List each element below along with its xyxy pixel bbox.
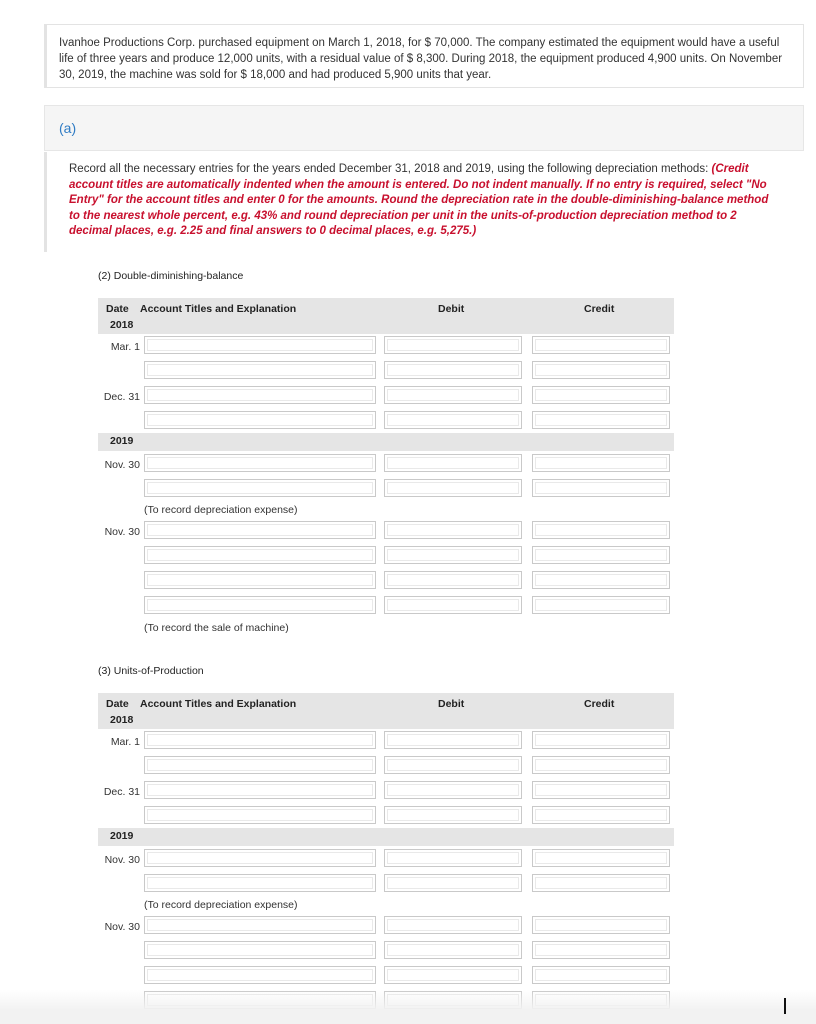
- debit-input[interactable]: [384, 411, 522, 429]
- debit-input[interactable]: [384, 571, 522, 589]
- debit-input[interactable]: [384, 731, 522, 749]
- entry-date: Mar. 1: [110, 736, 140, 748]
- account-input[interactable]: [144, 756, 376, 774]
- table-row: [98, 805, 674, 830]
- debit-input[interactable]: [384, 546, 522, 564]
- header-credit: Credit: [584, 698, 615, 710]
- debit-input[interactable]: [384, 756, 522, 774]
- entry-note: (To record depreciation expense): [144, 899, 298, 911]
- table-header: [98, 693, 674, 729]
- account-input[interactable]: [144, 874, 376, 892]
- credit-input[interactable]: [532, 546, 670, 564]
- credit-input[interactable]: [532, 361, 670, 379]
- table-header: [98, 298, 674, 334]
- entry-note: (To record depreciation expense): [144, 504, 298, 516]
- debit-input[interactable]: [384, 849, 522, 867]
- credit-input[interactable]: [532, 571, 670, 589]
- debit-input[interactable]: [384, 336, 522, 354]
- problem-text: Ivanhoe Productions Corp. purchased equipment on March 1, 2018, for $ 70,000. The company estimated the equipment would have a useful life of three years and produce 12,000 units, with a residual value of $ 8,300. During 2018, the equipment produced 4,900 units. On November 30, 2019, the machine was sold for $ 18,000 and had produced 5,900 units that year.: [59, 37, 783, 81]
- credit-input[interactable]: [532, 454, 670, 472]
- debit-input[interactable]: [384, 386, 522, 404]
- section-title-ddb: (2) Double-diminishing-balance: [98, 270, 244, 282]
- account-input[interactable]: [144, 571, 376, 589]
- account-input[interactable]: [144, 849, 376, 867]
- account-input[interactable]: [144, 916, 376, 934]
- year-label: 2019: [110, 830, 134, 842]
- credit-input[interactable]: [532, 916, 670, 934]
- table-row: [98, 385, 674, 410]
- account-input[interactable]: [144, 454, 376, 472]
- year-row: [98, 433, 674, 451]
- account-input[interactable]: [144, 596, 376, 614]
- header-date: Date: [106, 698, 129, 710]
- entry-date: Dec. 31: [103, 391, 140, 403]
- debit-input[interactable]: [384, 479, 522, 497]
- table-row: [98, 940, 674, 965]
- debit-input[interactable]: [384, 361, 522, 379]
- entry-date: Mar. 1: [110, 341, 140, 353]
- table-row: [98, 520, 674, 545]
- debit-input[interactable]: [384, 521, 522, 539]
- debit-input[interactable]: [384, 966, 522, 984]
- credit-input[interactable]: [532, 596, 670, 614]
- credit-input[interactable]: [532, 806, 670, 824]
- header-debit: Debit: [438, 698, 465, 710]
- debit-input[interactable]: [384, 781, 522, 799]
- problem-statement: [44, 24, 804, 88]
- header-credit: Credit: [584, 303, 615, 315]
- credit-input[interactable]: [532, 731, 670, 749]
- credit-input[interactable]: [532, 336, 670, 354]
- table-row: [98, 410, 674, 435]
- table-row: [98, 915, 674, 940]
- credit-input[interactable]: [532, 874, 670, 892]
- debit-input[interactable]: [384, 596, 522, 614]
- credit-input[interactable]: [532, 781, 670, 799]
- credit-input[interactable]: [532, 849, 670, 867]
- debit-input[interactable]: [384, 916, 522, 934]
- text-cursor: [784, 998, 786, 1014]
- entry-date: Nov. 30: [104, 526, 140, 538]
- entry-note: (To record the sale of machine): [144, 622, 289, 634]
- header-debit: Debit: [438, 303, 465, 315]
- table-row: [98, 545, 674, 570]
- account-input[interactable]: [144, 966, 376, 984]
- year-label: 2018: [110, 319, 134, 331]
- account-input[interactable]: [144, 479, 376, 497]
- year-label: 2019: [110, 435, 134, 447]
- table-row: [98, 335, 674, 360]
- credit-input[interactable]: [532, 479, 670, 497]
- table-row: [98, 755, 674, 780]
- credit-input[interactable]: [532, 966, 670, 984]
- debit-input[interactable]: [384, 806, 522, 824]
- instructions: [44, 152, 804, 252]
- entry-date: Nov. 30: [104, 921, 140, 933]
- debit-input[interactable]: [384, 454, 522, 472]
- part-header: [44, 105, 804, 151]
- table-row: [98, 730, 674, 755]
- entry-date: Dec. 31: [103, 786, 140, 798]
- table-row: [98, 360, 674, 385]
- instructions-red: (Credit account titles are automatically indented when the amount is entered. Do not indent manually. If no entry is required, select "No Entry" for the account titles and enter 0 for the amounts. Round the depreciation rate in the double-diminishing-balance method to the nearest whole percent, e.g. 43% and round depreciation per unit in the units-of-production depreciation method to 2 decimal places, e.g. 2.25 and final answers to 0 decimal places, e.g. 5,275.): [69, 163, 769, 237]
- credit-input[interactable]: [532, 941, 670, 959]
- table-row: [98, 453, 674, 478]
- credit-input[interactable]: [532, 756, 670, 774]
- credit-input[interactable]: [532, 411, 670, 429]
- credit-input[interactable]: [532, 386, 670, 404]
- entry-date: Nov. 30: [104, 459, 140, 471]
- table-row: [98, 570, 674, 595]
- year-row: [98, 828, 674, 846]
- account-input[interactable]: [144, 731, 376, 749]
- header-account: Account Titles and Explanation: [140, 303, 297, 315]
- account-input[interactable]: [144, 361, 376, 379]
- header-date: Date: [106, 303, 129, 315]
- part-label: (a): [59, 120, 77, 136]
- instructions-plain: Record all the necessary entries for the years ended December 31, 2018 and 2019, using the following depreciation methods:: [69, 163, 712, 175]
- debit-input[interactable]: [384, 874, 522, 892]
- header-account: Account Titles and Explanation: [140, 698, 297, 710]
- account-input[interactable]: [144, 941, 376, 959]
- bottom-fade: [0, 990, 816, 1024]
- section-title-uop: (3) Units-of-Production: [98, 665, 204, 677]
- debit-input[interactable]: [384, 941, 522, 959]
- account-input[interactable]: [144, 806, 376, 824]
- account-input[interactable]: [144, 411, 376, 429]
- table-row: [98, 848, 674, 873]
- account-input[interactable]: [144, 781, 376, 799]
- entry-date: Nov. 30: [104, 854, 140, 866]
- account-input[interactable]: [144, 336, 376, 354]
- table-row: [98, 595, 674, 620]
- account-input[interactable]: [144, 521, 376, 539]
- account-input[interactable]: [144, 386, 376, 404]
- table-row: [98, 873, 674, 898]
- table-row: [98, 478, 674, 503]
- credit-input[interactable]: [532, 521, 670, 539]
- account-input[interactable]: [144, 546, 376, 564]
- year-label: 2018: [110, 714, 134, 726]
- table-row: [98, 965, 674, 990]
- table-row: [98, 780, 674, 805]
